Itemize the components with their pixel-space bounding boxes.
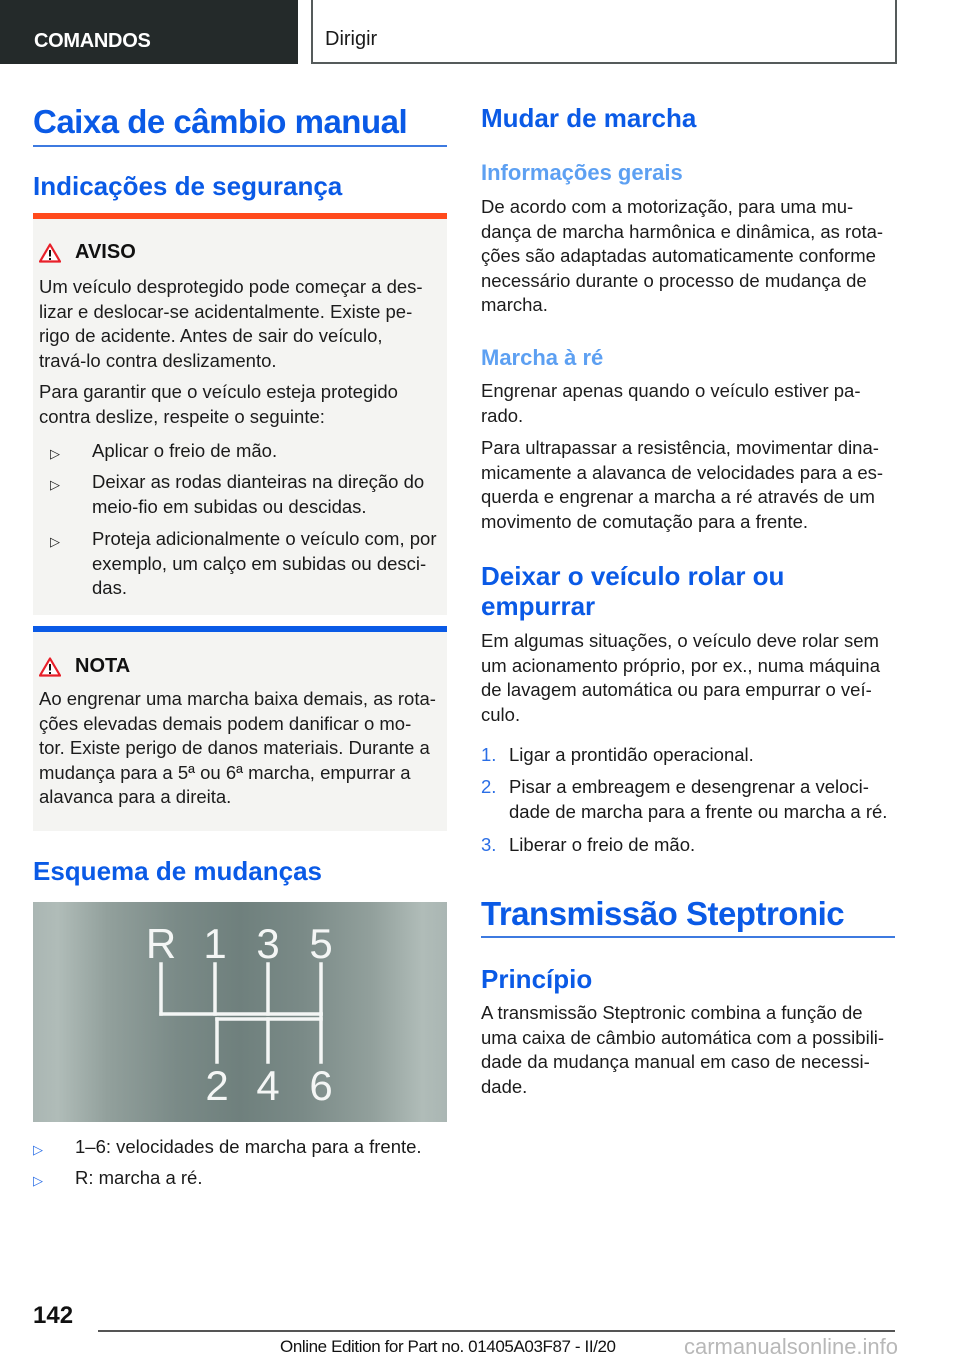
note-paragraph [39, 687, 436, 810]
principle-heading: Princípio [481, 964, 593, 994]
text-line: movimento de comutação para a frente. [481, 510, 809, 532]
warning-paragraph-2 [39, 380, 398, 429]
text-line: ções elevadas demais podem danificar o mo- [39, 712, 412, 734]
text-line: Liberar o freio de mão. [509, 834, 696, 855]
text-line: A transmissão Steptronic combina a função de [481, 1002, 863, 1023]
text-line: Ligar a prontidão operacional. [509, 744, 754, 765]
text-line: Para ultrapassar a resistência, movimentar dina- [481, 437, 879, 458]
watermark: carmanualsonline.info [684, 1334, 899, 1359]
steptronic-title: Transmissão Steptronic [481, 895, 845, 932]
reverse-paragraph-2 [481, 436, 883, 534]
triangle-bullet-icon: ▷ [50, 477, 60, 492]
text-line: dade. [481, 1075, 528, 1097]
text-line: dade de marcha para a frente ou marcha a ré. [509, 800, 888, 822]
heading-line: Deixar o veículo rolar ou [481, 561, 785, 591]
gear-shift-pattern-icon [33, 902, 447, 1122]
text-line: uma caixa de câmbio automática com a possibili- [481, 1026, 885, 1048]
footer-rule [98, 1330, 895, 1332]
text-line: tor. Existe perigo de danos materiais. Durante a [39, 737, 430, 759]
text-line: exemplo, um calço em subidas ou desci- [92, 552, 427, 574]
step-number: 2. [481, 776, 497, 797]
gear-label-5: 5 [309, 920, 333, 967]
page-number: 142 [33, 1302, 74, 1329]
text-line: das. [92, 577, 127, 599]
step-number: 1. [481, 744, 497, 765]
text-line: Para garantir que o veículo esteja protegido [39, 381, 398, 402]
gear-label-3: 3 [256, 920, 280, 967]
text-line: Em algumas situações, o veículo deve rolar sem [481, 630, 879, 651]
note-title [39, 655, 130, 678]
text-line: Deixar as rodas dianteiras na direção do [92, 471, 425, 492]
warning-title [39, 241, 136, 264]
text-line: culo. [481, 703, 521, 725]
text-line: Ao engrenar uma marcha baixa demais, as rota- [39, 688, 436, 709]
title-rule [481, 936, 895, 938]
note-label: NOTA [75, 655, 131, 677]
step-number: 3. [481, 834, 497, 855]
text-line: rado. [481, 404, 524, 426]
text-line: de lavagem automática ou para empurrar o veí- [481, 679, 872, 701]
gear-label-6: 6 [309, 1062, 333, 1109]
reverse-gear-heading: Marcha à ré [481, 345, 604, 370]
text-line: dança de marcha harmônica e dinâmica, as rota- [481, 220, 884, 242]
reverse-paragraph-1 [481, 379, 861, 428]
safety-heading: Indicações de segurança [33, 171, 343, 201]
text-line: lizar e deslocar-se acidentalmente. Existe pe- [39, 300, 413, 322]
gear-label-2: 2 [205, 1062, 229, 1109]
text-line: Um veículo desprotegido pode começar a des- [39, 276, 423, 297]
text-line: alavanca para a direita. [39, 786, 232, 808]
text-line: contra deslize, respeite o seguinte: [39, 405, 325, 427]
text-line: dade da mudança manual em caso de necessi- [481, 1051, 870, 1073]
triangle-bullet-icon: ▷ [50, 534, 60, 549]
text-line: mudança para a 5ª ou 6ª marcha, empurrar a [39, 761, 411, 783]
text-line: querda e engrenar a marcha a ré através de um [481, 486, 875, 508]
subsection-label: Dirigir [325, 28, 378, 50]
section-tab [0, 0, 298, 64]
heading-line: empurrar [481, 591, 596, 621]
text-line: um acionamento próprio, por ex., numa máquina [481, 654, 880, 676]
text-line: necessário durante o processo de mudança de [481, 269, 867, 291]
warning-bar [33, 213, 447, 219]
triangle-bullet-icon: ▷ [50, 446, 60, 461]
edition-text: Online Edition for Part no. 01405A03F87 - II/20 [280, 1337, 616, 1356]
warning-paragraph-1 [39, 275, 423, 373]
text-line: De acordo com a motorização, para uma mu- [481, 196, 854, 217]
text-line: Engrenar apenas quando o veículo estiver pa- [481, 380, 861, 401]
text-line: Proteja adicionalmente o veículo com, por [92, 528, 437, 549]
shift-pattern-diagram [33, 902, 447, 1122]
text-line: 1–6: velocidades de marcha para a frente. [75, 1136, 422, 1157]
shift-pattern-heading: Esquema de mudanças [33, 856, 322, 886]
text-line: R: marcha a ré. [75, 1167, 203, 1188]
warning-triangle-icon [39, 657, 61, 677]
warning-triangle-icon [39, 243, 61, 263]
triangle-bullet-icon: ▷ [33, 1142, 43, 1157]
roll-push-paragraph [481, 629, 880, 727]
text-line: meio-fio em subidas ou descidas. [92, 495, 367, 517]
note-bar [33, 626, 447, 632]
text-line: Aplicar o freio de mão. [92, 440, 278, 461]
general-info-paragraph [481, 195, 883, 318]
warning-label: AVISO [75, 241, 136, 263]
gear-label-1: 1 [203, 920, 227, 967]
gear-label-r: R [145, 920, 177, 967]
text-line: marcha. [481, 294, 548, 316]
warning-box [33, 213, 447, 615]
roll-push-heading [481, 561, 784, 621]
text-line: travá-lo contra deslizamento. [39, 349, 277, 371]
gear-label-4: 4 [256, 1062, 280, 1109]
page-title: Caixa de câmbio manual [33, 103, 408, 140]
text-line: ções são adaptadas automaticamente conforme [481, 245, 876, 267]
text-line: micamente a alavanca de velocidades para a es- [481, 461, 884, 483]
note-box [33, 626, 447, 831]
section-label: COMANDOS [34, 30, 151, 52]
title-rule [33, 145, 447, 147]
shift-gears-heading: Mudar de marcha [481, 103, 697, 133]
text-line: rigo de acidente. Antes de sair do veículo, [39, 325, 383, 347]
general-info-heading: Informações gerais [481, 160, 683, 185]
principle-paragraph [481, 1001, 884, 1099]
triangle-bullet-icon: ▷ [33, 1173, 43, 1188]
text-line: Pisar a embreagem e desengrenar a veloci- [509, 776, 869, 797]
subsection-tab [311, 0, 897, 64]
